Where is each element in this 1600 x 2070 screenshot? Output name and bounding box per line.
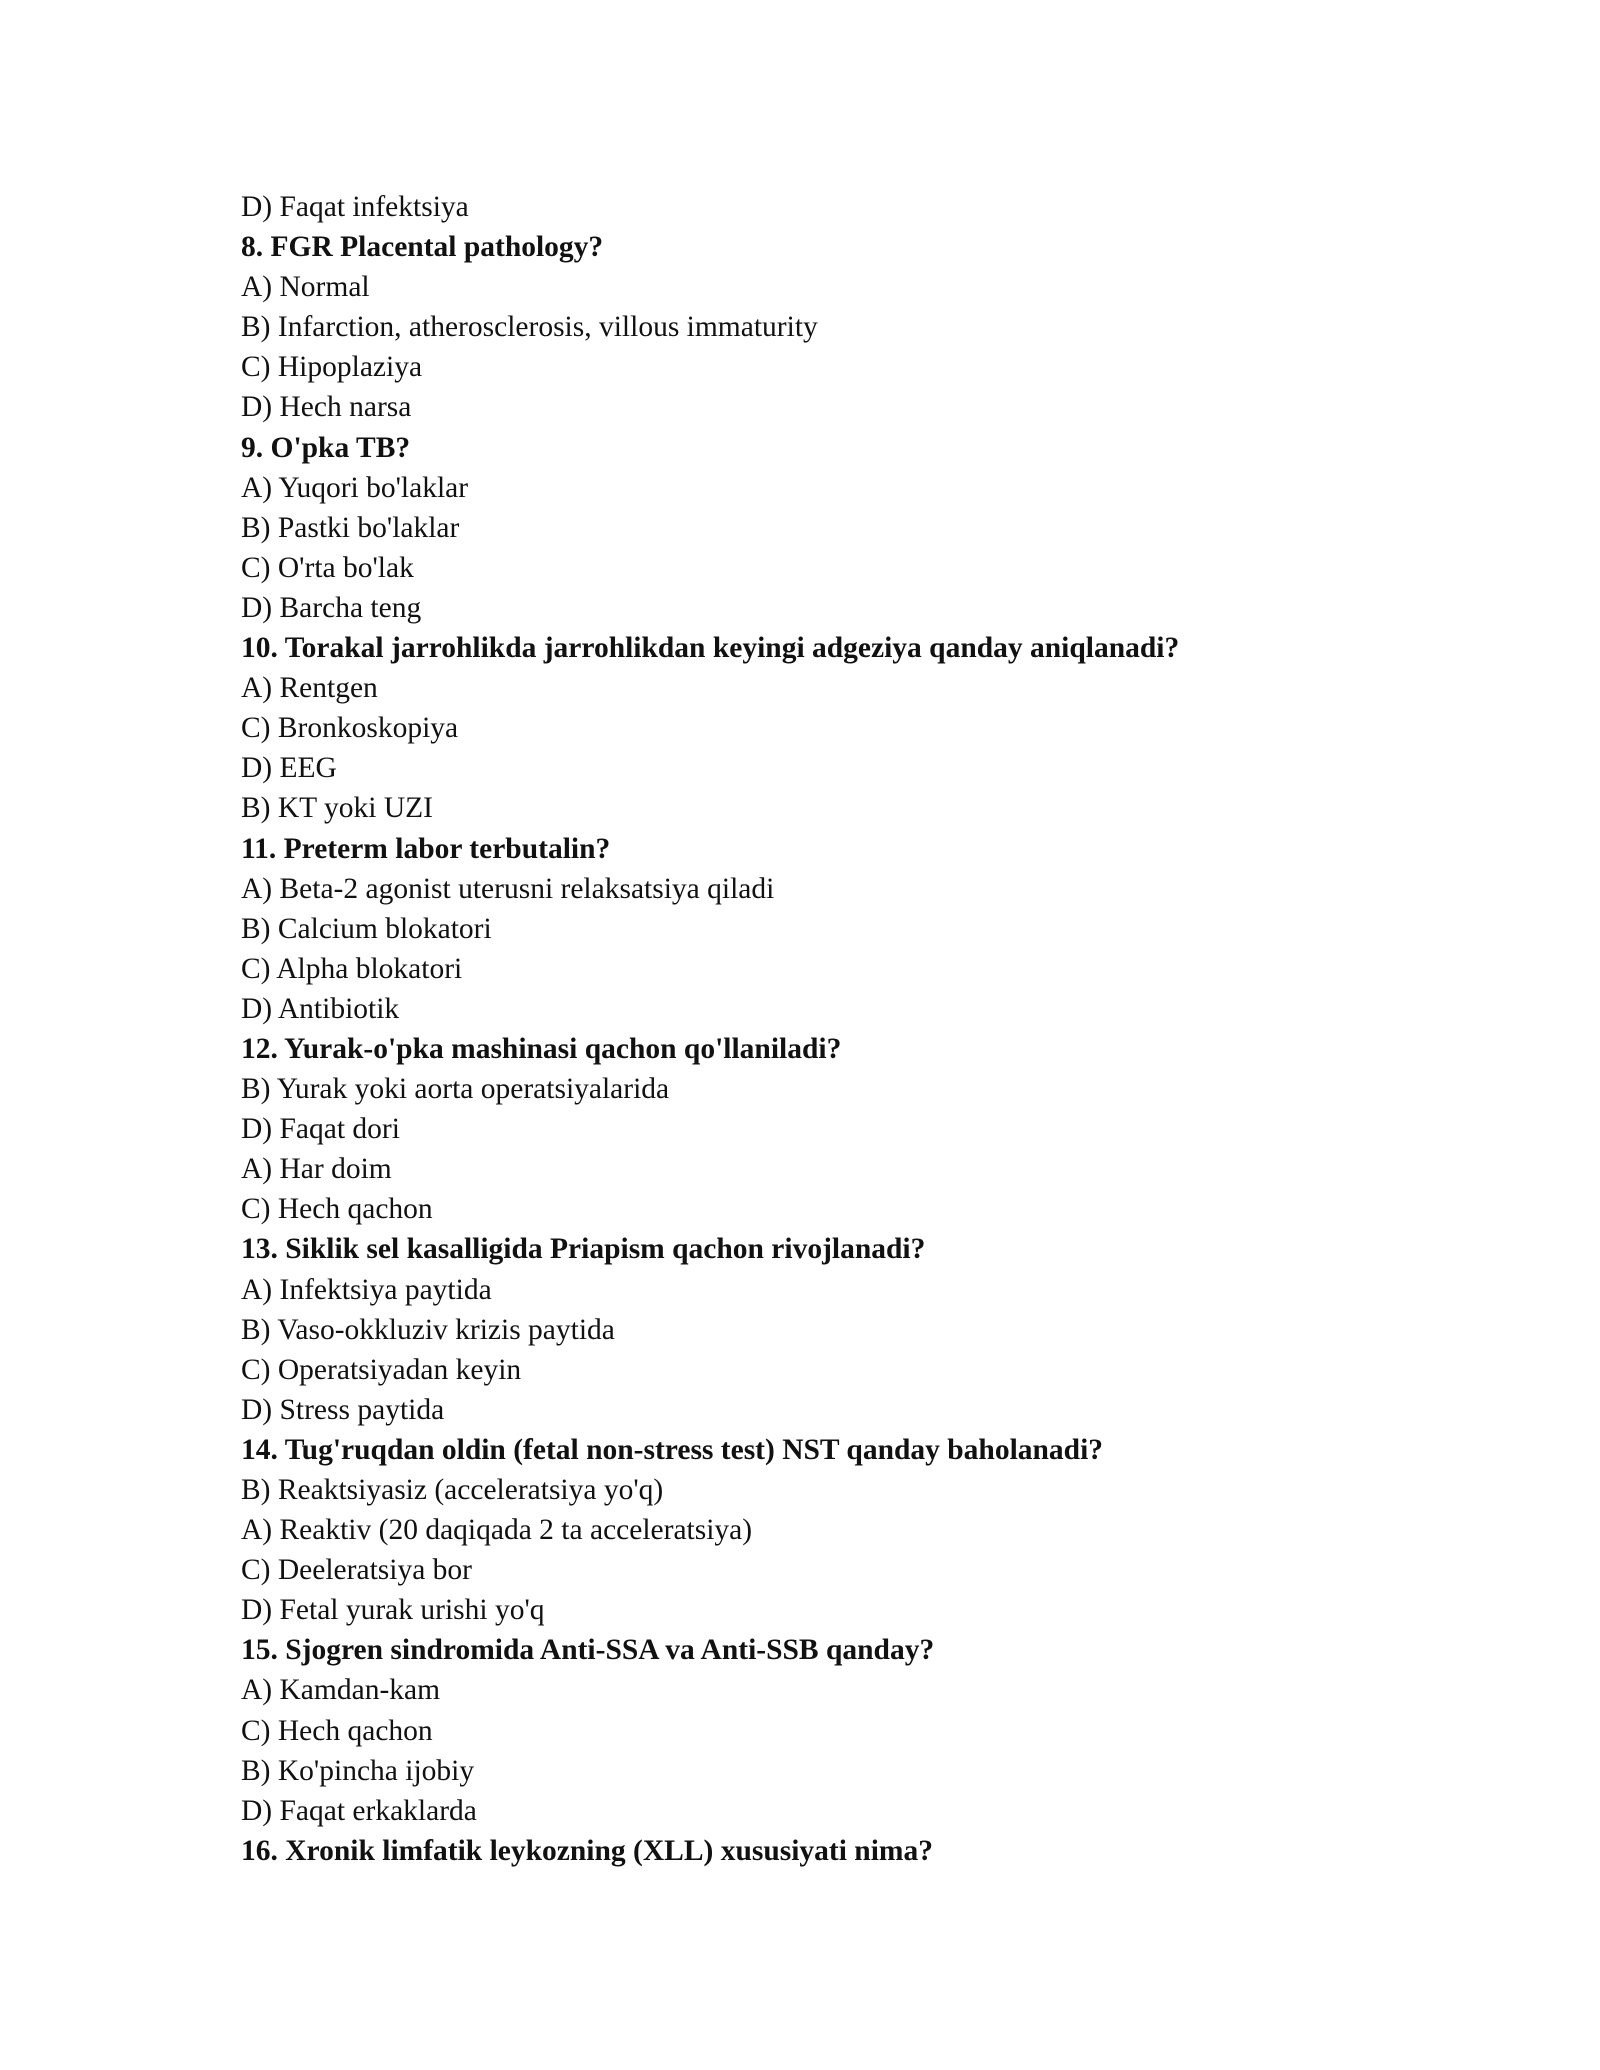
answer-option: C) Operatsiyadan keyin	[241, 1353, 522, 1386]
answer-option: B) Calcium blokatori	[241, 912, 492, 945]
answer-option: A) Infektsiya paytida	[241, 1273, 492, 1306]
question-text: 16. Xronik limfatik leykozning (XLL) xususiyati nima?	[241, 1834, 933, 1867]
answer-option: A) Har doim	[241, 1153, 392, 1186]
answer-option: D) EEG	[241, 752, 337, 785]
answer-option: B) Ko'pincha ijobiy	[241, 1754, 475, 1787]
answer-option: D) Stress paytida	[241, 1393, 445, 1426]
answer-option: B) Vaso-okkluziv krizis paytida	[241, 1313, 615, 1346]
answer-option: D) Faqat dori	[241, 1113, 400, 1146]
answer-option: B) Infarction, atherosclerosis, villous immaturity	[241, 311, 818, 344]
quiz-content	[241, 187, 1421, 1871]
question-text: 9. O'pka TB?	[241, 431, 411, 464]
answer-option: A) Reaktiv (20 daqiqada 2 ta acceleratsiya)	[241, 1514, 753, 1547]
answer-option: D) Hech narsa	[241, 391, 412, 424]
answer-option: A) Yuqori bo'laklar	[241, 471, 469, 504]
answer-option: C) Hipoplaziya	[241, 351, 423, 384]
question-text: 8. FGR Placental pathology?	[241, 231, 604, 264]
answer-option: A) Beta-2 agonist uterusni relaksatsiya qiladi	[241, 872, 775, 905]
question-text: 15. Sjogren sindromida Anti-SSA va Anti-SSB qanday?	[241, 1634, 935, 1667]
answer-option: B) Reaktsiyasiz (acceleratsiya yo'q)	[241, 1474, 664, 1506]
answer-option: B) Yurak yoki aorta operatsiyalarida	[241, 1073, 670, 1106]
question-text: 13. Siklik sel kasalligida Priapism qachon rivojlanadi?	[241, 1233, 926, 1266]
answer-option: C) Hech qachon	[241, 1714, 433, 1747]
answer-option: B) Pastki bo'laklar	[241, 511, 460, 544]
answer-option: C) Hech qachon	[241, 1193, 433, 1226]
answer-option: C) O'rta bo'lak	[241, 551, 414, 584]
question-text: 10. Torakal jarrohlikda jarrohlikdan keyingi adgeziya qanday aniqlanadi?	[241, 632, 1180, 665]
answer-option: D) Faqat erkaklarda	[241, 1794, 477, 1827]
answer-option: A) Kamdan-kam	[241, 1674, 441, 1707]
question-text: 11. Preterm labor terbutalin?	[241, 832, 611, 865]
question-text: 12. Yurak-o'pka mashinasi qachon qo'llaniladi?	[241, 1032, 842, 1065]
answer-option: D) Antibiotik	[241, 992, 400, 1025]
answer-option: C) Bronkoskopiya	[241, 712, 459, 745]
answer-option: D) Faqat infektsiya	[241, 191, 469, 223]
answer-option: D) Barcha teng	[241, 591, 422, 624]
answer-option: A) Normal	[241, 271, 370, 304]
answer-option: D) Fetal yurak urishi yo'q	[241, 1594, 545, 1627]
answer-option: C) Deeleratsiya bor	[241, 1554, 472, 1587]
answer-option: B) KT yoki UZI	[241, 792, 434, 825]
answer-option: C) Alpha blokatori	[241, 952, 463, 985]
answer-option: A) Rentgen	[241, 672, 378, 705]
question-text: 14. Tug'ruqdan oldin (fetal non-stress test) NST qanday baholanadi?	[241, 1433, 1104, 1466]
